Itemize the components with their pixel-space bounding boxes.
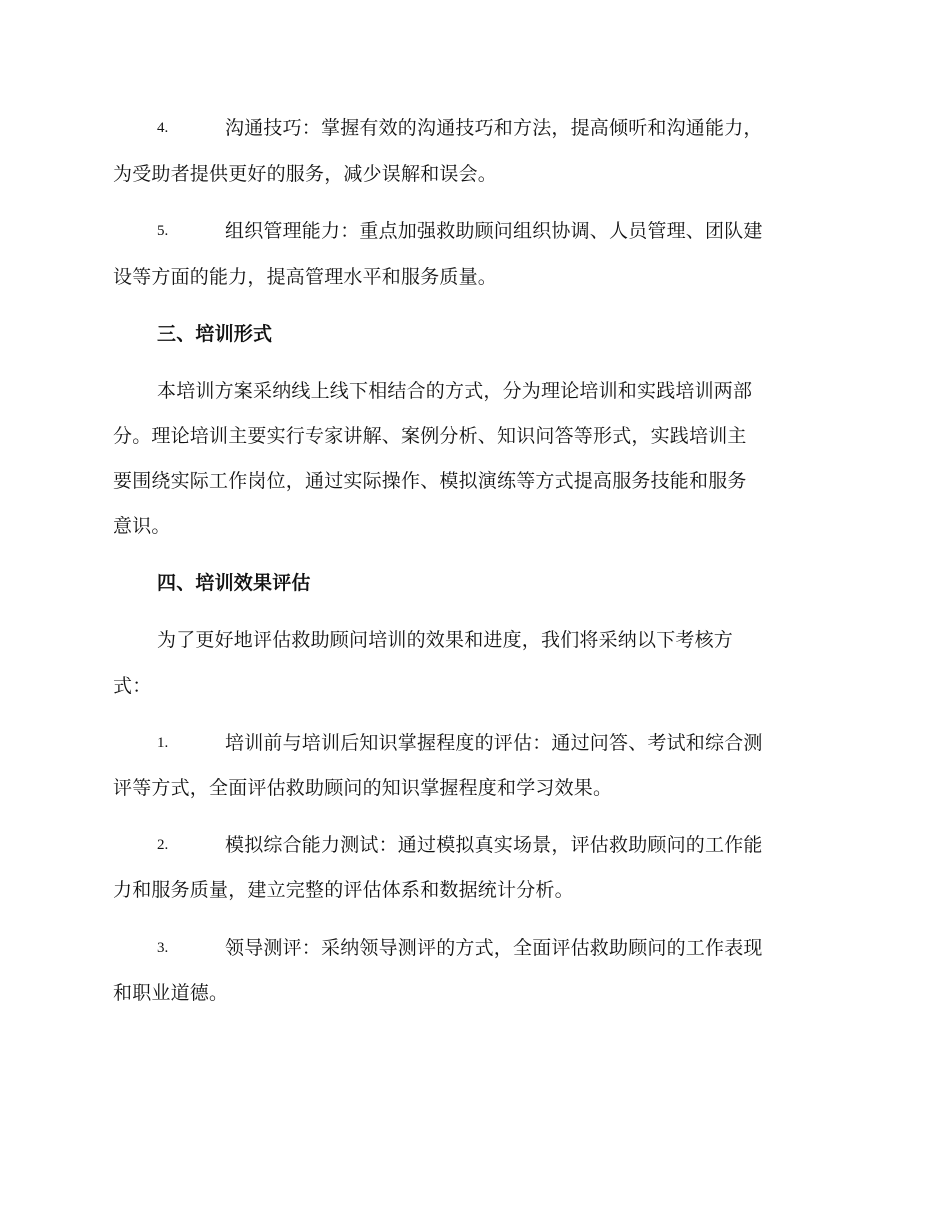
list-item-text-line1: 培训前与培训后知识掌握程度的评估：通过问答、考试和综合测 — [225, 732, 763, 754]
paragraph-line: 式： — [113, 675, 152, 697]
list-item-text-line1: 组织管理能力：重点加强救助顾问组织协调、人员管理、团队建 — [225, 220, 763, 242]
paragraph-line: 为了更好地评估救助顾问培训的效果和进度，我们将采纳以下考核方 — [157, 629, 734, 651]
list-item-text-line1: 沟通技巧：掌握有效的沟通技巧和方法，提高倾听和沟通能力， — [225, 117, 763, 139]
list-number: 1. — [157, 735, 169, 751]
list-number: 5. — [157, 223, 169, 239]
list-item-text-line2: 评等方式，全面评估救助顾问的知识掌握程度和学习效果。 — [113, 777, 613, 799]
list-item-text-line2: 设等方面的能力，提高管理水平和服务质量。 — [113, 266, 498, 288]
section-heading: 三、培训形式 — [157, 323, 273, 345]
list-number: 2. — [157, 837, 169, 853]
paragraph-line: 本培训方案采纳线上线下相结合的方式，分为理论培训和实践培训两部 — [157, 380, 753, 402]
paragraph-line: 分。理论培训主要实行专家讲解、案例分析、知识问答等形式，实践培训主 — [113, 425, 747, 447]
list-item-text-line2: 力和服务质量，建立完整的评估体系和数据统计分析。 — [113, 879, 574, 901]
paragraph-line: 要围绕实际工作岗位，通过实际操作、模拟演练等方式提高服务技能和服务 — [113, 470, 747, 492]
paragraph-line: 意识。 — [113, 515, 171, 537]
section-heading: 四、培训效果评估 — [157, 572, 311, 594]
list-number: 4. — [157, 120, 169, 136]
list-item-text-line1: 模拟综合能力测试：通过模拟真实场景，评估救助顾问的工作能 — [225, 834, 763, 856]
list-item-text-line2: 和职业道德。 — [113, 982, 229, 1004]
list-item-text-line2: 为受助者提供更好的服务，减少误解和误会。 — [113, 163, 498, 185]
list-number: 3. — [157, 940, 169, 956]
list-item-text-line1: 领导测评：采纳领导测评的方式，全面评估救助顾问的工作表现 — [225, 937, 763, 959]
